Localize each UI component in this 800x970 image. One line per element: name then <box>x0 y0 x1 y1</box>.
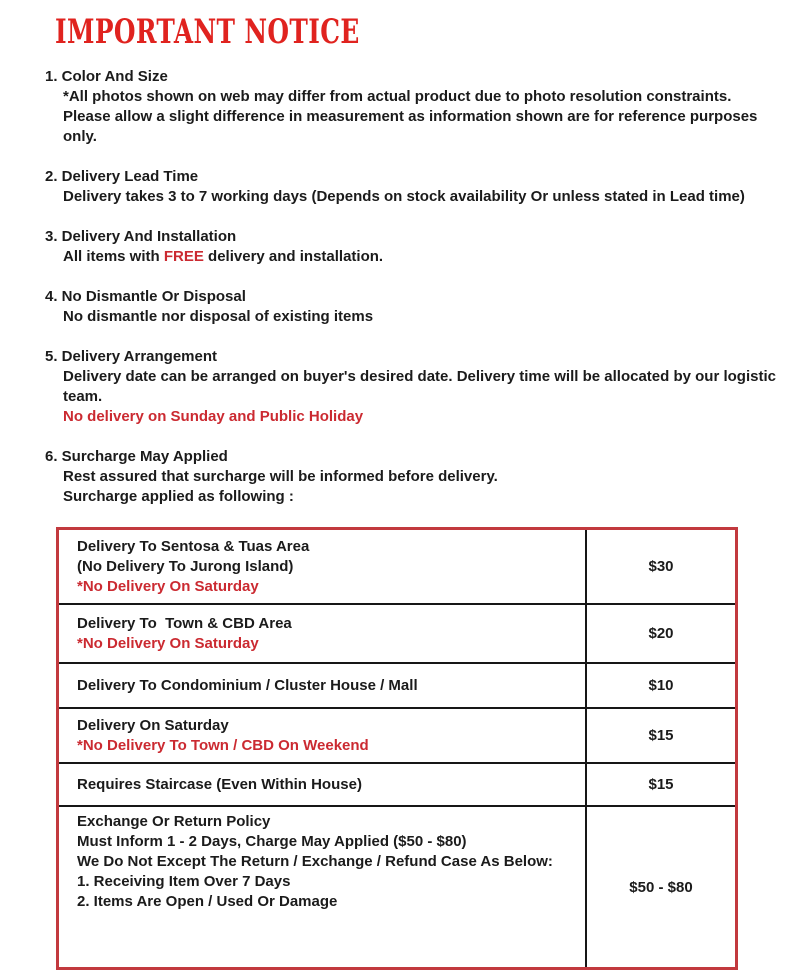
section-heading: 2. Delivery Lead Time <box>45 168 199 185</box>
surcharge-price-cell: $15 <box>648 727 674 744</box>
surcharge-description-cell <box>59 807 587 967</box>
cell-text-line <box>77 577 575 597</box>
section-heading: 4. No Dismantle Or Disposal <box>45 288 246 305</box>
cell-text-line: Must Inform 1 - 2 Days, Charge May Applied ($50 - $80) <box>77 833 467 850</box>
red-highlight-text: No delivery on Sunday and Public Holiday <box>63 408 364 425</box>
surcharge-table-row <box>59 709 735 764</box>
cell-text-line <box>77 634 575 654</box>
text-segment: All items with <box>63 248 164 265</box>
notice-section-2 <box>0 167 800 207</box>
notice-sections <box>0 67 800 507</box>
notice-section-1 <box>0 67 800 147</box>
surcharge-price-cell: $10 <box>648 677 674 694</box>
cell-text-line: 1. Receiving Item Over 7 Days <box>77 873 291 890</box>
cell-text-line: (No Delivery To Jurong Island) <box>77 557 294 575</box>
cell-text-line: Delivery On Saturday <box>77 716 229 734</box>
surcharge-description-cell <box>59 605 587 662</box>
surcharge-price-cell: $30 <box>648 558 674 575</box>
surcharge-table-row <box>59 764 735 807</box>
section-text-line: *All photos shown on web may differ from actual product due to photo resolution constraints. <box>63 88 732 105</box>
red-highlight-text: *No Delivery On Saturday <box>77 577 259 595</box>
cell-text-line: Delivery To Sentosa & Tuas Area <box>77 537 310 555</box>
red-highlight-text: *No Delivery On Saturday <box>77 634 259 652</box>
cell-text-line <box>77 736 575 756</box>
notice-section-6 <box>0 447 800 507</box>
surcharge-table-row <box>59 807 735 967</box>
section-text-line: Delivery date can be arranged on buyer's desired date. Delivery time will be allocated by our logistic <box>63 368 776 385</box>
surcharge-table-row <box>59 530 735 605</box>
section-text-line: Surcharge applied as following : <box>63 488 294 505</box>
section-text-line: No dismantle nor disposal of existing items <box>63 308 374 325</box>
red-highlight-text: *No Delivery To Town / CBD On Weekend <box>77 736 369 754</box>
text-segment: delivery and installation. <box>203 248 384 265</box>
surcharge-description-cell <box>59 709 587 762</box>
surcharge-description-cell <box>59 764 587 805</box>
surcharge-table-row <box>59 664 735 709</box>
notice-section-5 <box>0 347 800 427</box>
section-text-line <box>63 407 800 427</box>
section-text-line <box>63 247 800 267</box>
section-text-line: Delivery takes 3 to 7 working days (Depends on stock availability Or unless stated in Lead time) <box>63 188 745 205</box>
surcharge-table <box>56 527 738 970</box>
notice-section-3 <box>0 227 800 267</box>
surcharge-description-cell <box>59 664 587 707</box>
section-heading: 3. Delivery And Installation <box>45 228 237 245</box>
notice-section-4 <box>0 287 800 327</box>
notice-title: IMPORTANT NOTICE <box>55 12 360 52</box>
surcharge-price-cell: $50 - $80 <box>629 878 693 896</box>
section-text-line: Please allow a slight difference in measurement as information shown are for reference purposes <box>63 108 758 125</box>
surcharge-table-row <box>59 605 735 664</box>
cell-text-line: Requires Staircase (Even Within House) <box>77 775 362 793</box>
cell-text-line: Exchange Or Return Policy <box>77 813 271 830</box>
surcharge-price-cell: $20 <box>648 625 674 642</box>
notice-page <box>0 13 800 913</box>
section-text-line: team. <box>63 388 103 405</box>
section-heading: 5. Delivery Arrangement <box>45 348 218 365</box>
section-text-line: only. <box>63 128 97 145</box>
section-heading: 6. Surcharge May Applied <box>45 448 228 465</box>
section-text-line: Rest assured that surcharge will be informed before delivery. <box>63 468 498 485</box>
section-heading: 1. Color And Size <box>45 68 168 85</box>
cell-text-line: Delivery To Town & CBD Area <box>77 614 292 632</box>
cell-text-line: 2. Items Are Open / Used Or Damage <box>77 893 338 910</box>
cell-text-line: We Do Not Except The Return / Exchange / Refund Case As Below: <box>77 853 553 870</box>
surcharge-description-cell <box>59 530 587 603</box>
cell-text-line: Delivery To Condominium / Cluster House / Mall <box>77 676 418 694</box>
red-highlight-text: FREE <box>163 248 204 265</box>
surcharge-price-cell: $15 <box>648 776 674 793</box>
